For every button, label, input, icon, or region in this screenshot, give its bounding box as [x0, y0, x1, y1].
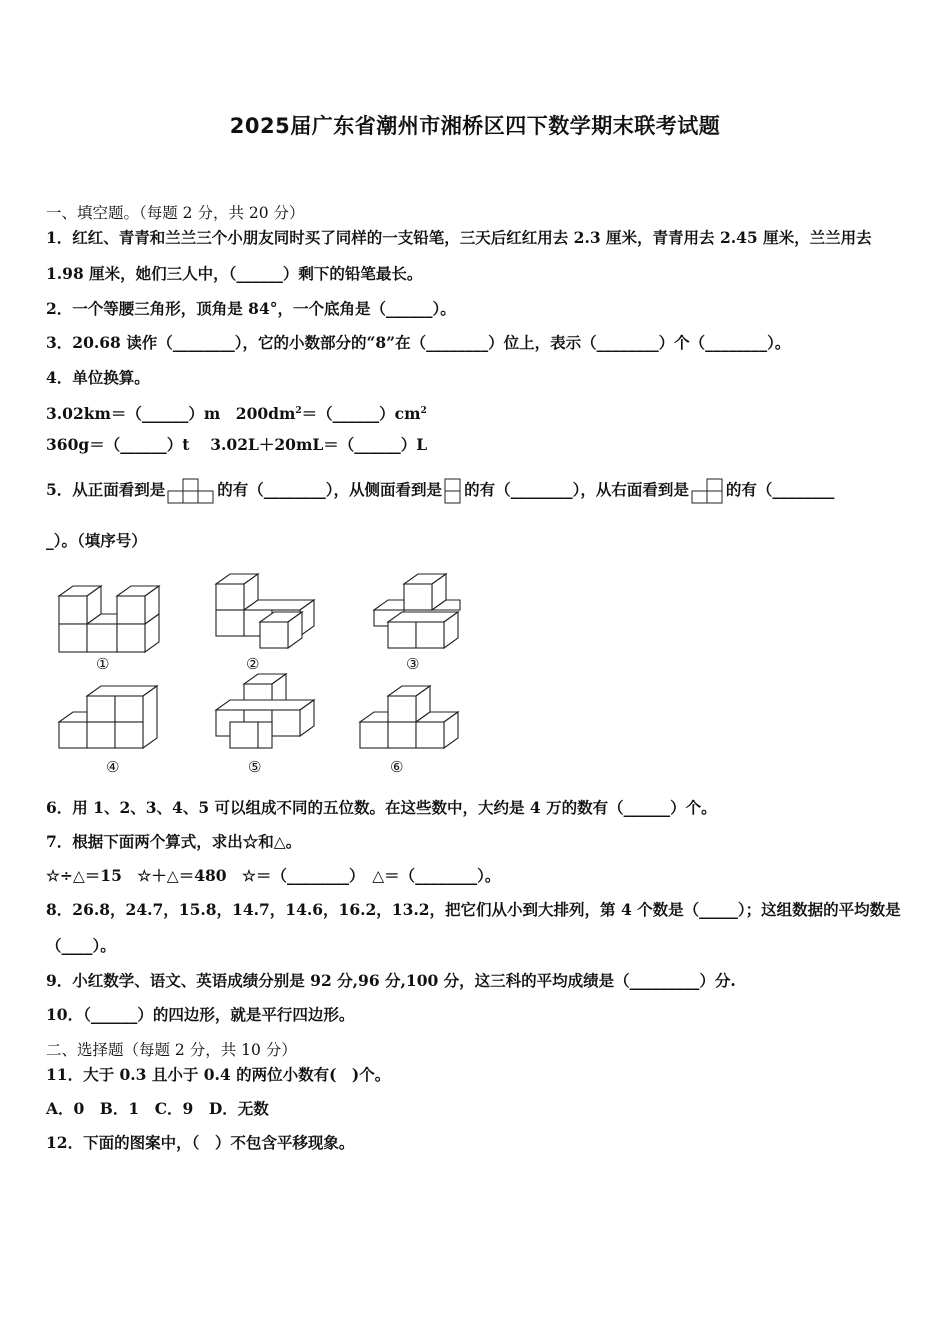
question-4: 4．单位换算。 — [46, 368, 150, 387]
question-3: 3．20.68 读作（________），它的小数部分的“8”在（________）位上，表示（________）个（________）。 — [46, 333, 791, 352]
cube-figure-2 — [210, 570, 325, 655]
q5-text-b: 的有（________），从侧面看到是 — [217, 480, 443, 499]
question-5-line-2: _）。（填序号） — [46, 531, 147, 550]
figure-label-6: ⑥ — [390, 758, 404, 776]
question-1-line-2: 1.98 厘米，她们三人中，（______）剩下的铅笔最长。 — [46, 264, 423, 283]
right-view-icon — [691, 478, 724, 504]
q5-text-c: 的有（________），从右面看到是 — [464, 480, 689, 499]
q5-text-d: 的有（________ — [725, 480, 835, 499]
figure-label-2: ② — [246, 655, 260, 673]
question-4-conversion-2: 360g＝（______）t 3.02L＋20mL＝（______）L — [46, 435, 428, 454]
cube-figure-5 — [212, 670, 322, 755]
question-11-options: A．0 B．1 C．9 D．无数 — [46, 1099, 269, 1118]
front-view-icon — [167, 478, 215, 504]
page-title: 2025届广东省潮州市湘桥区四下数学期末联考试题 — [229, 114, 721, 138]
section-heading-fill-blank: 一、填空题。（每题 2 分，共 20 分） — [46, 204, 305, 222]
side-view-icon — [444, 478, 462, 504]
conversion-text-1a: 3.02km＝（______）m 200dm — [46, 404, 296, 424]
figure-label-3: ③ — [406, 655, 420, 673]
question-6: 6．用 1、2、3、4、5 可以组成不同的五位数。在这些数中，大约是 4 万的数有（______）个。 — [46, 798, 717, 817]
cube-figure-1 — [55, 582, 165, 657]
figure-label-1: ① — [96, 655, 110, 673]
figure-label-5: ⑤ — [248, 758, 262, 776]
question-8-line-2: （____）。 — [46, 936, 116, 955]
question-1-line-1: 1．红红、青青和兰兰三个小朋友同时买了同样的一支铅笔，三天后红红用去 2.3 厘米，青青用去 2.45 厘米，兰兰用去 — [46, 228, 872, 247]
cube-figure-6 — [358, 684, 468, 754]
question-2: 2．一个等腰三角形，顶角是 84°，一个底角是（______）。 — [46, 299, 456, 318]
q5-text-a: 5．从正面看到是 — [46, 480, 166, 499]
conversion-text-1b: ＝（______）cm — [301, 404, 421, 424]
question-11: 11．大于 0.3 且小于 0.4 的两位小数有( )个。 — [46, 1065, 391, 1084]
cube-figure-4 — [55, 684, 165, 754]
section-heading-choice: 二、选择题（每题 2 分，共 10 分） — [46, 1041, 297, 1059]
question-4-conversion-1 — [46, 400, 427, 425]
figure-label-4: ④ — [106, 758, 120, 776]
superscript: 2 — [420, 406, 427, 416]
question-7: 7．根据下面两个算式，求出☆和△。 — [46, 832, 302, 851]
question-10: 10．（______）的四边形，就是平行四边形。 — [46, 1005, 355, 1024]
question-8-line-1: 8．26.8，24.7，15.8，14.7，14.6，16.2，13.2，把它们从小到大排列，第 4 个数是（_____）；这组数据的平均数是 — [46, 900, 901, 919]
question-7-equations: ☆÷△＝15 ☆＋△＝480 ☆＝（________） △＝（________）。 — [46, 866, 501, 885]
cube-figure-3 — [370, 570, 470, 655]
question-5-line-1 — [46, 478, 834, 504]
superscript: 2 — [295, 406, 302, 416]
question-9: 9．小红数学、语文、英语成绩分别是 92 分,96 分,100 分，这三科的平均成绩是（_________）分. — [46, 971, 736, 990]
question-12: 12．下面的图案中，（ ）不包含平移现象。 — [46, 1133, 355, 1152]
